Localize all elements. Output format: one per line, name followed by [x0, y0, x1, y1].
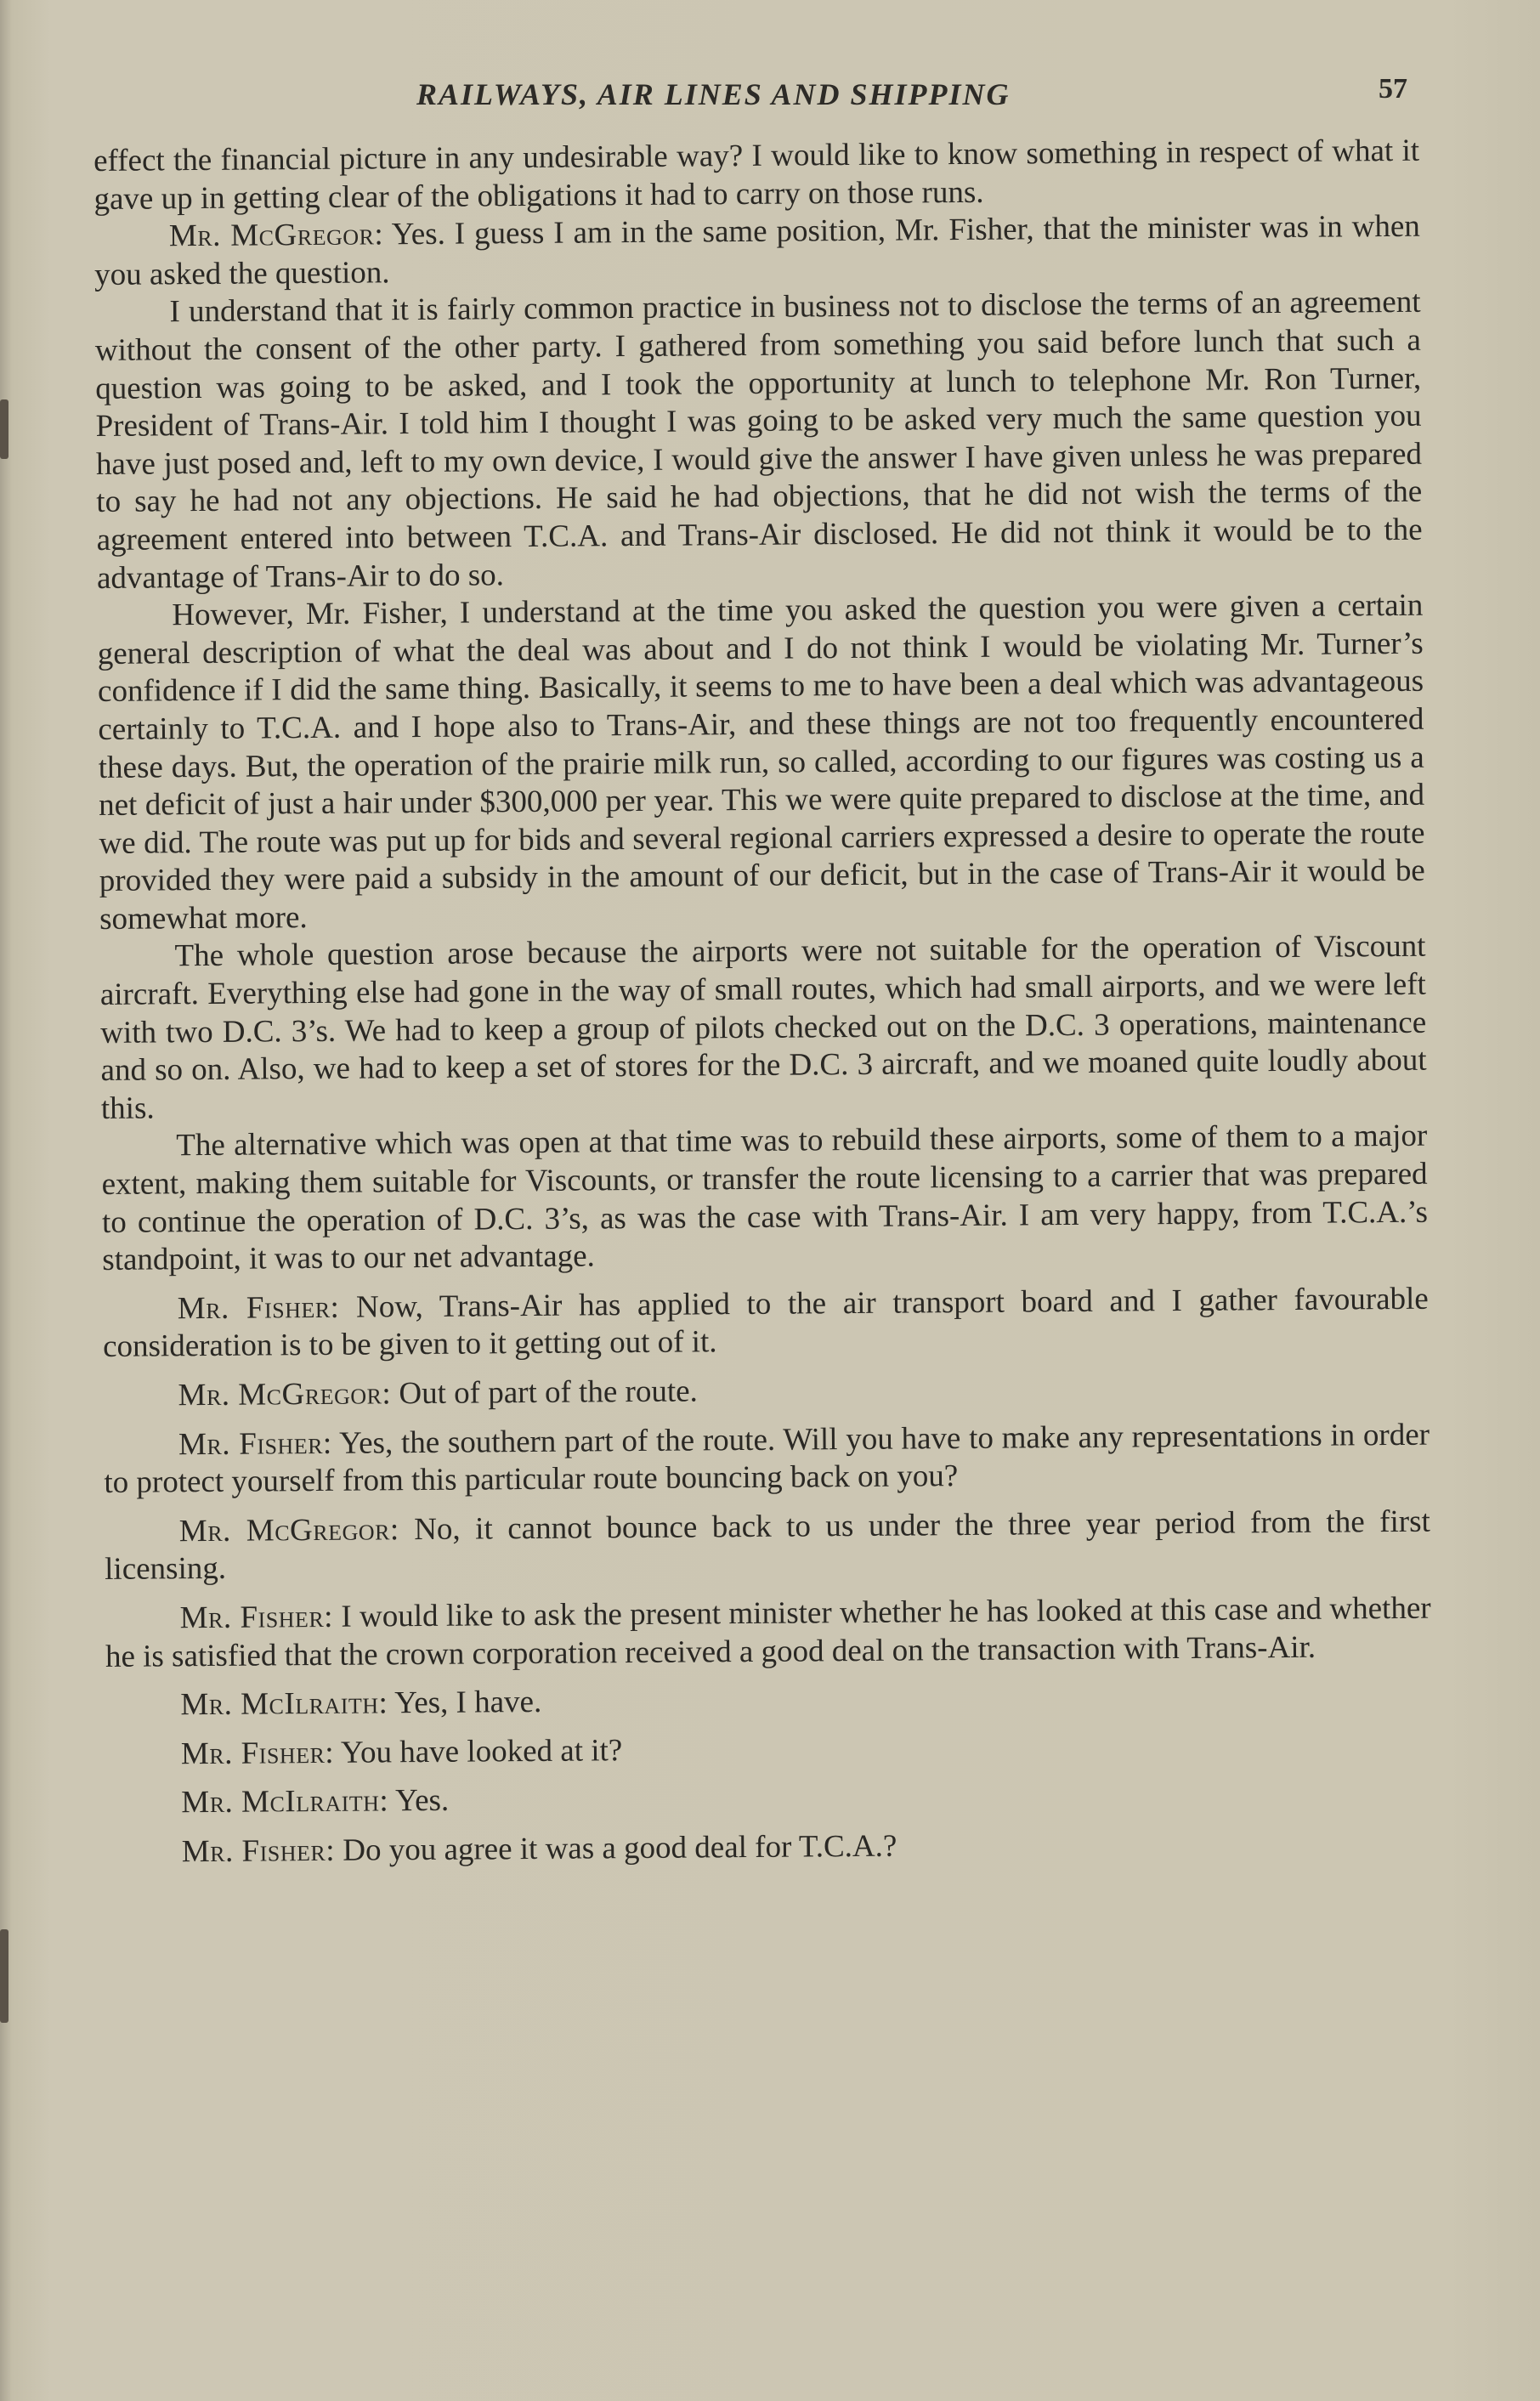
speaker-name: Mr. McGregor: [178, 1512, 399, 1549]
paragraph-text: effect the financial picture in any undesirable way? I would like to know something in respect of what it gave up in getting clear of the obligations it had to carry on those runs. [93, 133, 1420, 217]
speaker-name: Mr. Fisher: [179, 1599, 334, 1636]
page-number: 57 [1379, 73, 1407, 105]
paragraph [104, 1416, 1430, 1502]
speaker-name: Mr. Fisher: [178, 1425, 332, 1462]
paragraph [103, 1281, 1430, 1367]
paragraph-text: You have looked at it? [340, 1732, 623, 1770]
paragraph-text: Out of part of the route. [399, 1373, 698, 1412]
paragraph [105, 1503, 1431, 1588]
paragraph [94, 208, 1421, 294]
paragraph-text: Yes, I have. [394, 1685, 542, 1721]
paragraph-text: No, it cannot bounce back to us under the three year period from the first licensing. [105, 1503, 1430, 1588]
running-title: RAILWAYS, AIR LINES AND SHIPPING [416, 77, 1011, 111]
page-header [0, 68, 1540, 119]
paragraph [106, 1725, 1432, 1774]
paragraph-text: Now, Trans-Air has applied to the air transport board and I gather favourable consideration is to be given to it getting out of it. [102, 1281, 1429, 1365]
binding-mark [0, 399, 8, 459]
paragraph-text: Do you agree it was a good deal for T.C.A.? [343, 1828, 897, 1868]
paragraph-text: I would like to ask the present minister whether he has looked at this case and whether he is satisfied that the crown corporation received a good deal on the transaction with Trans-Air. [105, 1590, 1431, 1674]
paragraph [106, 1775, 1432, 1823]
speaker-name: Mr. Fisher: [180, 1735, 335, 1771]
speaker-name: Mr. Fisher: [181, 1832, 336, 1870]
body-text [93, 133, 1433, 1872]
paragraph [101, 1118, 1428, 1280]
paragraph-text: Yes, the southern part of the route. Will you have to make any representations in order to protect yourself from this particular route bouncing back on you? [104, 1417, 1430, 1501]
paragraph [99, 928, 1427, 1128]
speaker-name: Mr. McGregor: [168, 217, 384, 254]
paragraph [93, 133, 1420, 218]
paragraph [105, 1590, 1431, 1676]
paragraph-text: I understand that it is fairly common practice in business not to disclose the terms of an agreement without the consent of the other party. I gathered from something you said before lunch that such a question was going to be asked, and I took the opportunity at lunch to telephone Mr. Ron Turner, President of Trans-Air. I told him I thought I was going to be asked very much the same question you have just posed and, left to my own device, I would give the answer I have given unless he was prepared to say he had not any objections. He said he had objections, that he did not wish the terms of the agreement entered into between T.C.A. and Trans-Air disclosed. He did not think it would be to the advantage of Trans-Air to do so. [94, 285, 1423, 596]
speaker-name: Mr. McGregor: [178, 1376, 392, 1413]
paragraph [105, 1677, 1431, 1725]
paragraph [97, 587, 1425, 939]
paragraph-text: Yes. I guess I am in the same position, Mr. Fisher, that the minister was in when you asked the question. [94, 208, 1420, 292]
paragraph [107, 1824, 1433, 1872]
paragraph-text: However, Mr. Fisher, I understand at the time you asked the question you were given a certain general description of what the deal was about and I do not think I would be violating Mr. Turner’s confidence if I did the same thing. Basically, it seems to me to have been a deal which was advantageous certainly to T.C.A. and I hope also to Trans-Air, and these things are not too frequently encountered these days. But, the operation of the prairie milk run, so called, according to our figures was costing us a net deficit of just a hair under $300,000 per year. This we were quite prepared to disclose at the time, and we did. The route was put up for bids and several regional carriers expressed a desire to operate the route provided they were paid a subsidy in the amount of our deficit, but in the case of Trans-Air it would be somewhat more. [97, 587, 1425, 937]
binding-mark [0, 1929, 8, 2023]
speaker-name: Mr. McIlraith: [181, 1783, 389, 1821]
paragraph [103, 1368, 1429, 1416]
paragraph [94, 284, 1423, 597]
paragraph-text: The alternative which was open at that time was to rebuild these airports, some of them to a major extent, making them suitable for Viscounts, or transfer the route licensing to a carrier that was prepared to continue the operation of D.C. 3’s, as was the case with Trans-Air. I am very happy, from T.C.A.’s standpoint, it was to our net advantage. [101, 1118, 1429, 1278]
paragraph-text: The whole question arose because the airports were not suitable for the operation of Viscount aircraft. Everything else had gone in the way of small routes, which had small airports, and we were left with two D.C. 3’s. We had to keep a group of pilots checked out on the D.C. 3 operations, maintenance and so on. Also, we had to keep a set of stores for the D.C. 3 aircraft, and we moaned quite loudly about this. [99, 929, 1427, 1126]
speaker-name: Mr. McIlraith: [180, 1685, 388, 1723]
paragraph-text: Yes. [394, 1783, 450, 1819]
speaker-name: Mr. Fisher: [177, 1289, 340, 1327]
